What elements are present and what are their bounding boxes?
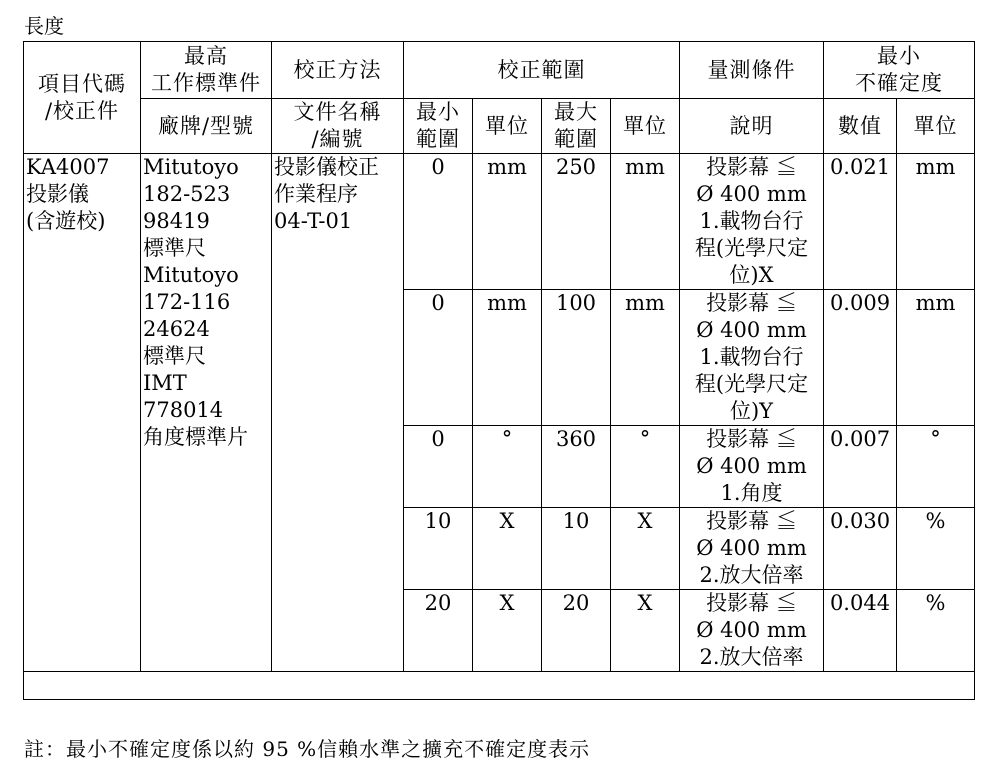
header-meas-cond: 量測條件 — [680, 42, 824, 99]
max-unit-cell: X — [611, 508, 680, 590]
description-cell: 投影幕 ≦ Ø 400 mm 2.放大倍率 — [680, 590, 824, 672]
max-range-cell: 10 — [542, 508, 611, 590]
calibration-table — [23, 41, 975, 700]
header-min-uncertainty: 最小 不確定度 — [824, 42, 975, 99]
min-unit-cell: ° — [473, 426, 542, 508]
uncertainty-unit-cell: % — [897, 590, 975, 672]
min-unit-cell: mm — [473, 154, 542, 290]
max-unit-cell: mm — [611, 154, 680, 290]
min-range-cell: 0 — [404, 290, 473, 426]
header-description: 說明 — [680, 99, 824, 154]
min-unit-cell: mm — [473, 290, 542, 426]
header-min-range: 最小 範圍 — [404, 99, 473, 154]
uncertainty-unit-cell: % — [897, 508, 975, 590]
max-range-cell: 100 — [542, 290, 611, 426]
max-unit-cell: X — [611, 590, 680, 672]
header-item-code: 項目代碼 /校正件 — [24, 42, 141, 154]
max-range-cell: 250 — [542, 154, 611, 290]
header-max-standard: 最高 工作標準件 — [141, 42, 272, 99]
header-brand-model: 廠牌/型號 — [141, 99, 272, 154]
blank-row — [24, 672, 975, 700]
min-range-cell: 10 — [404, 508, 473, 590]
min-unit-cell: X — [473, 590, 542, 672]
footnote: 註：最小不確定度係以約 95 %信賴水準之擴充不確定度表示 — [24, 737, 591, 761]
item-code-cell: KA4007 投影儀 (含遊校) — [24, 154, 141, 672]
uncertainty-unit-cell: ° — [897, 426, 975, 508]
header-unit-min: 單位 — [473, 99, 542, 154]
max-unit-cell: ° — [611, 426, 680, 508]
description-cell: 投影幕 ≦ Ø 400 mm 1.載物台行 程(光學尺定 位)X — [680, 154, 824, 290]
min-unit-cell: X — [473, 508, 542, 590]
min-range-cell: 20 — [404, 590, 473, 672]
uncertainty-value-cell: 0.021 — [824, 154, 897, 290]
uncertainty-value-cell: 0.030 — [824, 508, 897, 590]
header-unit-max: 單位 — [611, 99, 680, 154]
max-range-cell: 20 — [542, 590, 611, 672]
method-cell: 投影儀校正 作業程序 04-T-01 — [272, 154, 404, 672]
blank-cell — [24, 672, 975, 700]
header-row-2 — [24, 99, 975, 154]
min-range-cell: 0 — [404, 154, 473, 290]
max-unit-cell: mm — [611, 290, 680, 426]
header-cal-method: 校正方法 — [272, 42, 404, 99]
header-cal-range: 校正範圍 — [404, 42, 680, 99]
description-cell: 投影幕 ≦ Ø 400 mm 2.放大倍率 — [680, 508, 824, 590]
header-value: 數值 — [824, 99, 897, 154]
header-unit-unc: 單位 — [897, 99, 975, 154]
uncertainty-unit-cell: mm — [897, 290, 975, 426]
description-cell: 投影幕 ≦ Ø 400 mm 1.載物台行 程(光學尺定 位)Y — [680, 290, 824, 426]
header-max-range: 最大 範圍 — [542, 99, 611, 154]
table-row — [24, 154, 975, 290]
header-row-1 — [24, 42, 975, 99]
uncertainty-value-cell: 0.044 — [824, 590, 897, 672]
section-title: 長度 — [24, 14, 64, 38]
standard-cell: Mitutoyo 182-523 98419 標準尺 Mitutoyo 172-116 24624 標準尺 IMT 778014 角度標準片 — [141, 154, 272, 672]
min-range-cell: 0 — [404, 426, 473, 508]
uncertainty-value-cell: 0.009 — [824, 290, 897, 426]
description-cell: 投影幕 ≦ Ø 400 mm 1.角度 — [680, 426, 824, 508]
uncertainty-unit-cell: mm — [897, 154, 975, 290]
uncertainty-value-cell: 0.007 — [824, 426, 897, 508]
header-doc-name: 文件名稱 /編號 — [272, 99, 404, 154]
max-range-cell: 360 — [542, 426, 611, 508]
